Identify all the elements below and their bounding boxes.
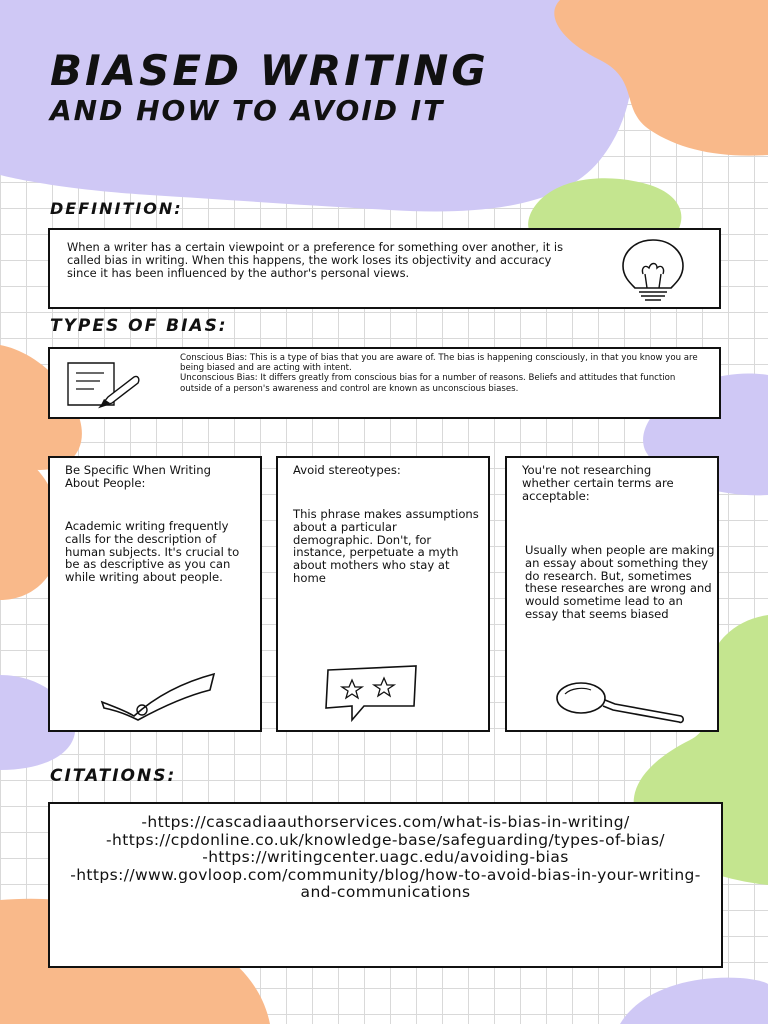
tip-card-body: Academic writing frequently calls for the description of human subjects. It's crucial to be as descriptive as you can while writing about people.: [65, 519, 240, 585]
types-of-bias-text: [180, 353, 700, 394]
citation-link[interactable]: -https://cpdonline.co.uk/knowledge-base/safeguarding/types-of-bias/: [106, 830, 665, 849]
unconscious-bias-text: Unconscious Bias: It differs greatly from conscious bias for a number of reasons. Beliefs and attitudes that function outside of a person's awareness and control are known as unconscious biases.: [180, 373, 676, 394]
citation-link[interactable]: -https://cascadiaauthorservices.com/what-is-bias-in-writing/: [141, 813, 630, 831]
tip-card-research-terms: [505, 456, 719, 732]
tip-card-heading: Be Specific When Writing About People:: [65, 463, 211, 490]
tip-card-heading: Avoid stereotypes:: [293, 463, 401, 477]
lavender-blob-bottom-right: [620, 978, 768, 1024]
page-title: BIASED WRITING: [50, 46, 489, 95]
page-subtitle: AND HOW TO AVOID IT: [50, 94, 445, 127]
conscious-bias-text: Conscious Bias: This is a type of bias that you are aware of. The bias is happening consciously, in that you know you are being biased and are acting with intent.: [180, 353, 698, 374]
tip-card-body: Usually when people are making an essay about something they do research. But, sometimes these researches are wrong and would sometime lead to an essay that seems biased: [525, 543, 715, 621]
citation-link[interactable]: -https://www.govloop.com/community/blog/how-to-avoid-bias-in-your-writing-and-communications: [70, 865, 701, 901]
types-of-bias-heading: TYPES OF BIAS:: [50, 316, 228, 336]
tip-card-avoid-stereotypes: [276, 456, 490, 732]
document-pencil-icon: [64, 357, 142, 413]
tip-card-body: This phrase makes assumptions about a particular demographic. Don't, for instance, perpetuate a myth about mothers who stay at home: [293, 507, 479, 585]
citation-link[interactable]: -https://writingcenter.uagc.edu/avoiding-bias: [202, 848, 569, 866]
tip-card-heading: You're not researching whether certain terms are acceptable:: [522, 463, 674, 503]
tip-card-be-specific: [48, 456, 262, 732]
checkmark-icon: [98, 668, 218, 722]
citations-box: [48, 802, 723, 968]
types-of-bias-box: [48, 347, 721, 419]
magnifying-glass-icon: [553, 678, 689, 726]
star-speech-bubble-icon: [322, 662, 422, 724]
citations-list: [60, 814, 711, 902]
definition-text: When a writer has a certain viewpoint or a preference for something over another, it is called bias in writing. When this happens, the work loses its objectivity and accuracy since it has been influenced by the author's personal views.: [67, 240, 564, 280]
definition-heading: DEFINITION:: [50, 199, 183, 218]
lightbulb-icon: [607, 234, 699, 304]
definition-box: [48, 228, 721, 309]
citations-heading: CITATIONS:: [50, 766, 177, 786]
